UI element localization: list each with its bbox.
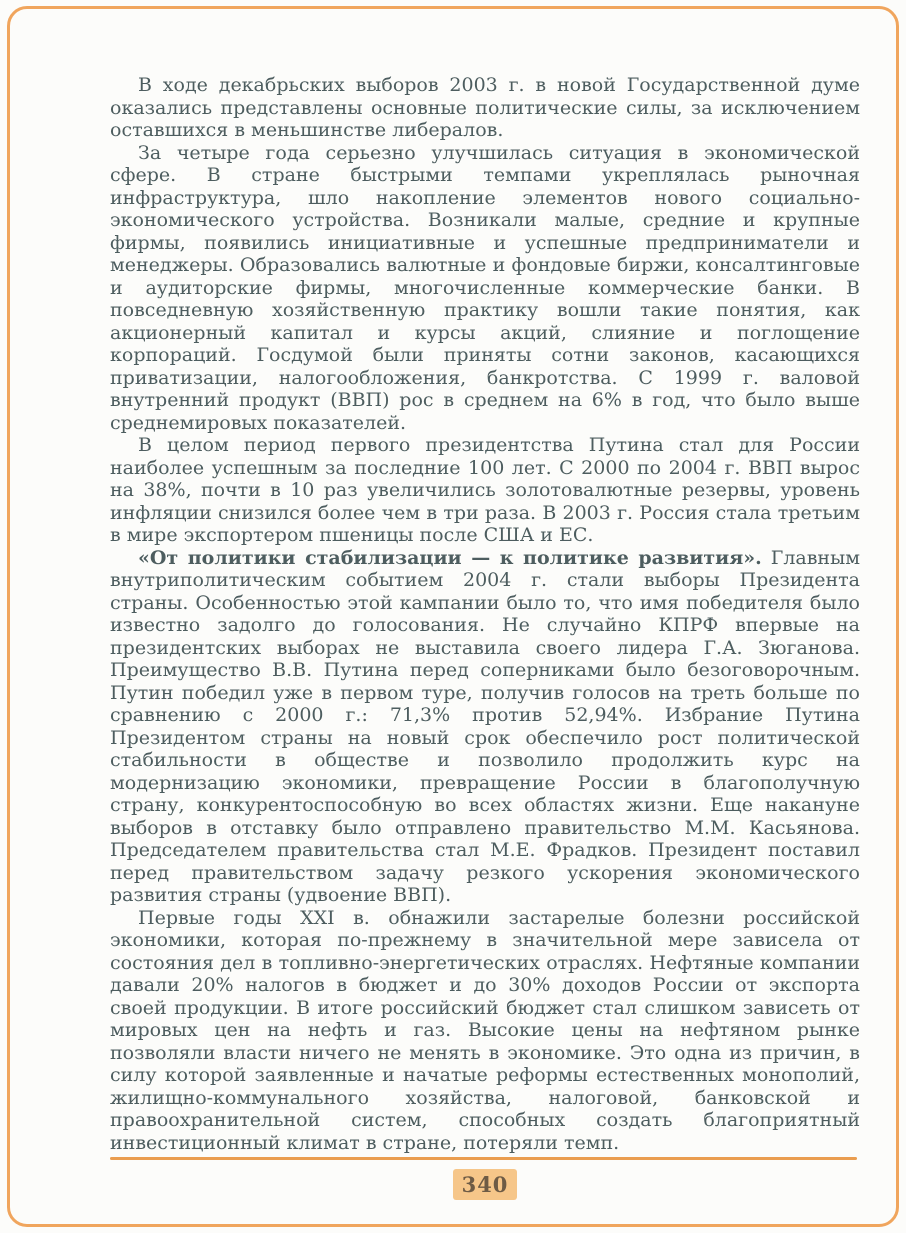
text-block <box>110 74 860 1154</box>
paragraph-1: В ходе декабрьских выборов 2003 г. в новой Государственной думе оказались представлены основные политические силы, за исключением оставшихся в меньшинстве либералов. <box>110 74 860 141</box>
page-number-badge <box>453 1169 517 1200</box>
paragraph-3: В целом период первого президентства Путина стал для России наиболее успешным за последние 100 лет. С 2000 по 2004 г. ВВП вырос на 38%, почти в 10 раз увеличились золотовалютные резервы, уровень инфляции снизился более чем в три раза. В 2003 г. Россия стала третьим в мире экспортером пшеницы после США и ЕС. <box>110 434 860 546</box>
paragraph-4-bold-lead: «От политики стабилизации — к политике развития». <box>138 546 762 569</box>
footer-rule <box>110 1157 857 1160</box>
paragraph-4-body: Главным внутриполитическим событием 2004 г. стали выборы Президента страны. Особенностью этой кампании было то, что имя победителя было известно задолго до голосования. Не случайно КПРФ впервые на президентских выборах не выставила своего лидера Г.А. Зюганова. Преимущество В.В. Путина перед соперниками было безоговорочным. Путин победил уже в первом туре, получив голосов на треть больше по сравнению с 2000 г.: 71,3% против 52,94%. Избрание Путина Президентом страны на новый срок обеспечило рост политической стабильности в обществе и позволило продолжить курс на модернизацию экономики, превращение России в благополучную страну, конкурентоспособную во всех областях жизни. Еще накануне выборов в отставку было отправлено правительство М.М. Касьянова. Председателем правительства стал М.Е. Фрадков. Президент поставил перед правительством задачу резкого ускорения экономического развития страны (удвоение ВВП). <box>110 546 860 906</box>
page-number: 340 <box>461 1172 509 1197</box>
paragraph-4 <box>110 547 860 907</box>
paragraph-5: Первые годы XXI в. обнажили застарелые болезни российской экономики, которая по-прежнему в значительной мере зависела от состояния дел в топливно-энергетических отраслях. Нефтяные компании давали 20% налогов в бюджет и до 30% доходов России от экспорта своей продукции. В итоге российский бюджет стал слишком зависеть от мировых цен на нефть и газ. Высокие цены на нефтяном рынке позволяли власти ничего не менять в экономике. Это одна из причин, в силу которой заявленные и начатые реформы естественных монополий, жилищно-коммунального хозяйства, налоговой, банковской и правоохранительной систем, способных создать благоприятный инвестиционный климат в стране, потеряли темп. <box>110 906 860 1154</box>
paragraph-2: За четыре года серьезно улучшилась ситуация в экономической сфере. В стране быстрыми темпами укреплялась рыночная инфраструктура, шло накопление элементов нового социально-экономического устройства. Возникали малые, средние и крупные фирмы, появились инициативные и успешные предприниматели и менеджеры. Образовались валютные и фондовые биржи, консалтинговые и аудиторские фирмы, многочисленные коммерческие банки. В повседневную хозяйственную практику вошли такие понятия, как акционерный капитал и курсы акций, слияние и поглощение корпораций. Госдумой были приняты сотни законов, касающихся приватизации, налогообложения, банкротства. С 1999 г. валовой внутренний продукт (ВВП) рос в среднем на 6% в год, что было выше среднемировых показателей. <box>110 141 860 434</box>
